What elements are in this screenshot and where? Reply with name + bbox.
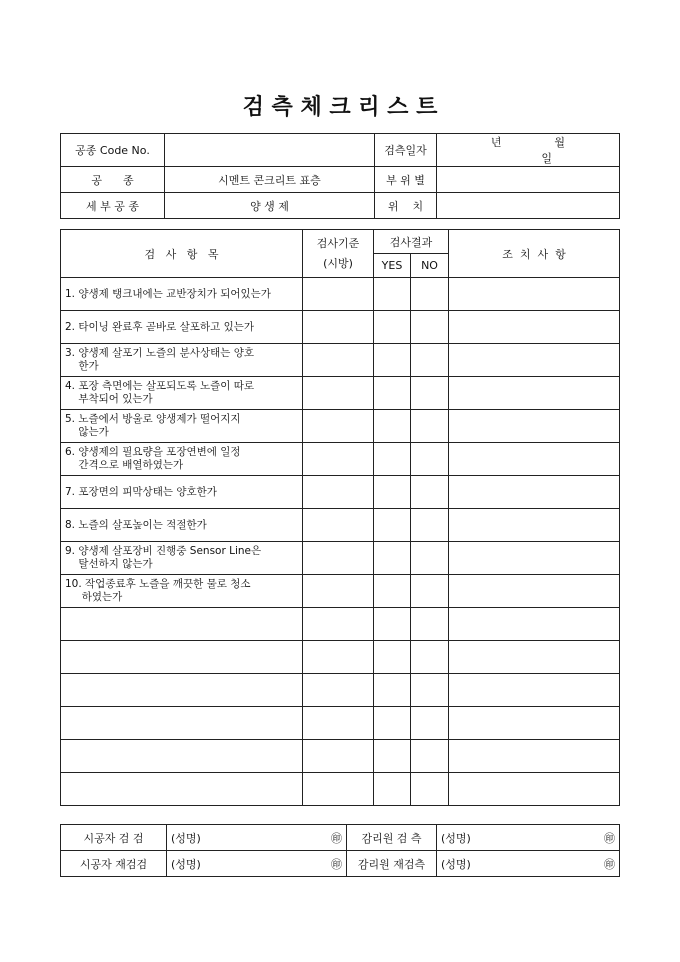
name-placeholder: (성명) xyxy=(171,857,201,871)
no-header: NO xyxy=(411,254,449,278)
work-code-label: 공종 Code No. xyxy=(61,134,165,167)
criteria-cell[interactable] xyxy=(303,773,374,806)
work-type-value[interactable]: 시멘트 콘크리트 표층 xyxy=(165,167,375,193)
action-cell[interactable] xyxy=(449,509,620,542)
signature-table xyxy=(60,824,620,877)
action-cell[interactable] xyxy=(449,674,620,707)
no-cell[interactable] xyxy=(411,443,449,476)
checklist-row xyxy=(61,410,620,443)
yes-cell[interactable] xyxy=(374,311,411,344)
action-header: 조 치 사 항 xyxy=(449,230,620,278)
yes-cell[interactable] xyxy=(374,674,411,707)
checklist-header-row-1 xyxy=(61,230,620,254)
result-header: 검사결과 xyxy=(374,230,449,254)
checklist-item-text: 4. 포장 측면에는 살포되도록 노즐이 따로 부착되어 있는가 xyxy=(61,377,303,410)
info-row-code xyxy=(61,134,620,167)
signature-row-1 xyxy=(61,825,620,851)
supervisor-inspect-sign[interactable] xyxy=(437,825,620,851)
checklist-row xyxy=(61,443,620,476)
action-cell[interactable] xyxy=(449,641,620,674)
criteria-header xyxy=(303,230,374,278)
checklist-item-text: 6. 양생제의 필요량을 포장연변에 일정 간격으로 배열하였는가 xyxy=(61,443,303,476)
action-cell[interactable] xyxy=(449,740,620,773)
action-cell[interactable] xyxy=(449,707,620,740)
no-cell[interactable] xyxy=(411,707,449,740)
page-title: 검 측 체 크 리 스 트 xyxy=(242,94,438,120)
yes-cell[interactable] xyxy=(374,476,411,509)
criteria-cell[interactable] xyxy=(303,476,374,509)
date-month: 월 xyxy=(554,136,566,149)
action-cell[interactable] xyxy=(449,410,620,443)
action-cell[interactable] xyxy=(449,542,620,575)
no-cell[interactable] xyxy=(411,476,449,509)
seal-icon: ㊞ xyxy=(604,831,615,845)
checklist-item-text: 3. 양생제 살포기 노즐의 분사상태는 양호 한가 xyxy=(61,344,303,377)
checklist-item-text xyxy=(61,674,303,707)
no-cell[interactable] xyxy=(411,575,449,608)
no-cell[interactable] xyxy=(411,542,449,575)
criteria-cell[interactable] xyxy=(303,509,374,542)
checklist-row xyxy=(61,608,620,641)
part-label: 부 위 별 xyxy=(375,167,437,193)
no-cell[interactable] xyxy=(411,509,449,542)
checklist-item-text xyxy=(61,707,303,740)
criteria-cell[interactable] xyxy=(303,410,374,443)
criteria-cell[interactable] xyxy=(303,443,374,476)
checklist-row xyxy=(61,377,620,410)
contractor-inspect-sign[interactable] xyxy=(167,825,347,851)
checklist-row xyxy=(61,707,620,740)
work-code-value[interactable] xyxy=(165,134,375,167)
part-value[interactable] xyxy=(437,167,620,193)
action-cell[interactable] xyxy=(449,773,620,806)
item-header: 검 사 항 목 xyxy=(61,230,303,278)
yes-cell[interactable] xyxy=(374,608,411,641)
checklist-row xyxy=(61,278,620,311)
criteria-cell[interactable] xyxy=(303,575,374,608)
criteria-cell[interactable] xyxy=(303,707,374,740)
criteria-cell[interactable] xyxy=(303,608,374,641)
name-placeholder: (성명) xyxy=(441,857,471,871)
date-year: 년 xyxy=(490,136,502,149)
info-row-detail xyxy=(61,193,620,219)
checklist-item-text xyxy=(61,773,303,806)
checklist-item-text: 7. 포장면의 피막상태는 양호한가 xyxy=(61,476,303,509)
action-cell[interactable] xyxy=(449,377,620,410)
checklist-item-text xyxy=(61,740,303,773)
checklist-table xyxy=(60,229,620,806)
supervisor-reinspect-label: 감리원 재검측 xyxy=(347,851,437,877)
checklist-item-text: 5. 노즐에서 방울로 양생제가 떨어지지 않는가 xyxy=(61,410,303,443)
yes-cell[interactable] xyxy=(374,278,411,311)
info-row-work-type xyxy=(61,167,620,193)
no-cell[interactable] xyxy=(411,278,449,311)
signature-row-2 xyxy=(61,851,620,877)
checklist-row xyxy=(61,740,620,773)
action-cell[interactable] xyxy=(449,608,620,641)
yes-cell[interactable] xyxy=(374,509,411,542)
checklist-item-text: 1. 양생제 탱크내에는 교반장치가 되어있는가 xyxy=(61,278,303,311)
no-cell[interactable] xyxy=(411,641,449,674)
inspection-date-value[interactable] xyxy=(437,134,620,167)
info-table xyxy=(60,133,620,219)
checklist-item-text: 8. 노즐의 살포높이는 적절한가 xyxy=(61,509,303,542)
action-cell[interactable] xyxy=(449,311,620,344)
name-placeholder: (성명) xyxy=(441,831,471,845)
criteria-header-label: 검사기준 xyxy=(316,236,360,250)
yes-cell[interactable] xyxy=(374,707,411,740)
no-cell[interactable] xyxy=(411,674,449,707)
checklist-item-text xyxy=(61,608,303,641)
no-cell[interactable] xyxy=(411,608,449,641)
yes-cell[interactable] xyxy=(374,773,411,806)
contractor-reinspect-label: 시공자 재검검 xyxy=(61,851,167,877)
detail-work-label: 세 부 공 종 xyxy=(61,193,165,219)
checklist-item-text xyxy=(61,641,303,674)
action-cell[interactable] xyxy=(449,476,620,509)
action-cell[interactable] xyxy=(449,575,620,608)
checklist-item-text: 10. 작업종료후 노즐을 깨끗한 물로 청소 하였는가 xyxy=(61,575,303,608)
supervisor-inspect-label: 감리원 검 측 xyxy=(347,825,437,851)
action-cell[interactable] xyxy=(449,278,620,311)
detail-work-value[interactable]: 양 생 제 xyxy=(165,193,375,219)
no-cell[interactable] xyxy=(411,311,449,344)
checklist-row xyxy=(61,476,620,509)
no-cell[interactable] xyxy=(411,344,449,377)
yes-cell[interactable] xyxy=(374,377,411,410)
checklist-row xyxy=(61,311,620,344)
yes-cell[interactable] xyxy=(374,443,411,476)
checklist-body xyxy=(61,278,620,806)
criteria-cell[interactable] xyxy=(303,311,374,344)
checklist-row xyxy=(61,674,620,707)
checklist-row xyxy=(61,575,620,608)
checklist-item-text: 2. 타이닝 완료후 곧바로 살포하고 있는가 xyxy=(61,311,303,344)
criteria-cell[interactable] xyxy=(303,377,374,410)
no-cell[interactable] xyxy=(411,773,449,806)
seal-icon: ㊞ xyxy=(331,857,342,871)
yes-cell[interactable] xyxy=(374,575,411,608)
checklist-item-text: 9. 양생제 살포장비 진행중 Sensor Line은 탈선하지 않는가 xyxy=(61,542,303,575)
yes-cell[interactable] xyxy=(374,641,411,674)
criteria-cell[interactable] xyxy=(303,344,374,377)
yes-header: YES xyxy=(374,254,411,278)
no-cell[interactable] xyxy=(411,740,449,773)
location-value[interactable] xyxy=(437,193,620,219)
action-cell[interactable] xyxy=(449,443,620,476)
checklist-row xyxy=(61,509,620,542)
seal-icon: ㊞ xyxy=(604,857,615,871)
contractor-reinspect-sign[interactable] xyxy=(167,851,347,877)
no-cell[interactable] xyxy=(411,377,449,410)
name-placeholder: (성명) xyxy=(171,831,201,845)
inspection-date-label: 검측일자 xyxy=(375,134,437,167)
date-day: 일 xyxy=(541,152,552,165)
yes-cell[interactable] xyxy=(374,740,411,773)
contractor-inspect-label: 시공자 검 검 xyxy=(61,825,167,851)
checklist-row xyxy=(61,344,620,377)
criteria-cell[interactable] xyxy=(303,740,374,773)
criteria-cell[interactable] xyxy=(303,674,374,707)
checklist-row xyxy=(61,641,620,674)
yes-cell[interactable] xyxy=(374,542,411,575)
supervisor-reinspect-sign[interactable] xyxy=(437,851,620,877)
criteria-cell[interactable] xyxy=(303,542,374,575)
action-cell[interactable] xyxy=(449,344,620,377)
location-label: 위 치 xyxy=(375,193,437,219)
criteria-cell[interactable] xyxy=(303,278,374,311)
criteria-cell[interactable] xyxy=(303,641,374,674)
yes-cell[interactable] xyxy=(374,344,411,377)
checklist-row xyxy=(61,542,620,575)
criteria-header-sub: (시방) xyxy=(323,256,353,270)
seal-icon: ㊞ xyxy=(331,831,342,845)
work-type-label: 공 종 xyxy=(61,167,165,193)
checklist-row xyxy=(61,773,620,806)
yes-cell[interactable] xyxy=(374,410,411,443)
no-cell[interactable] xyxy=(411,410,449,443)
